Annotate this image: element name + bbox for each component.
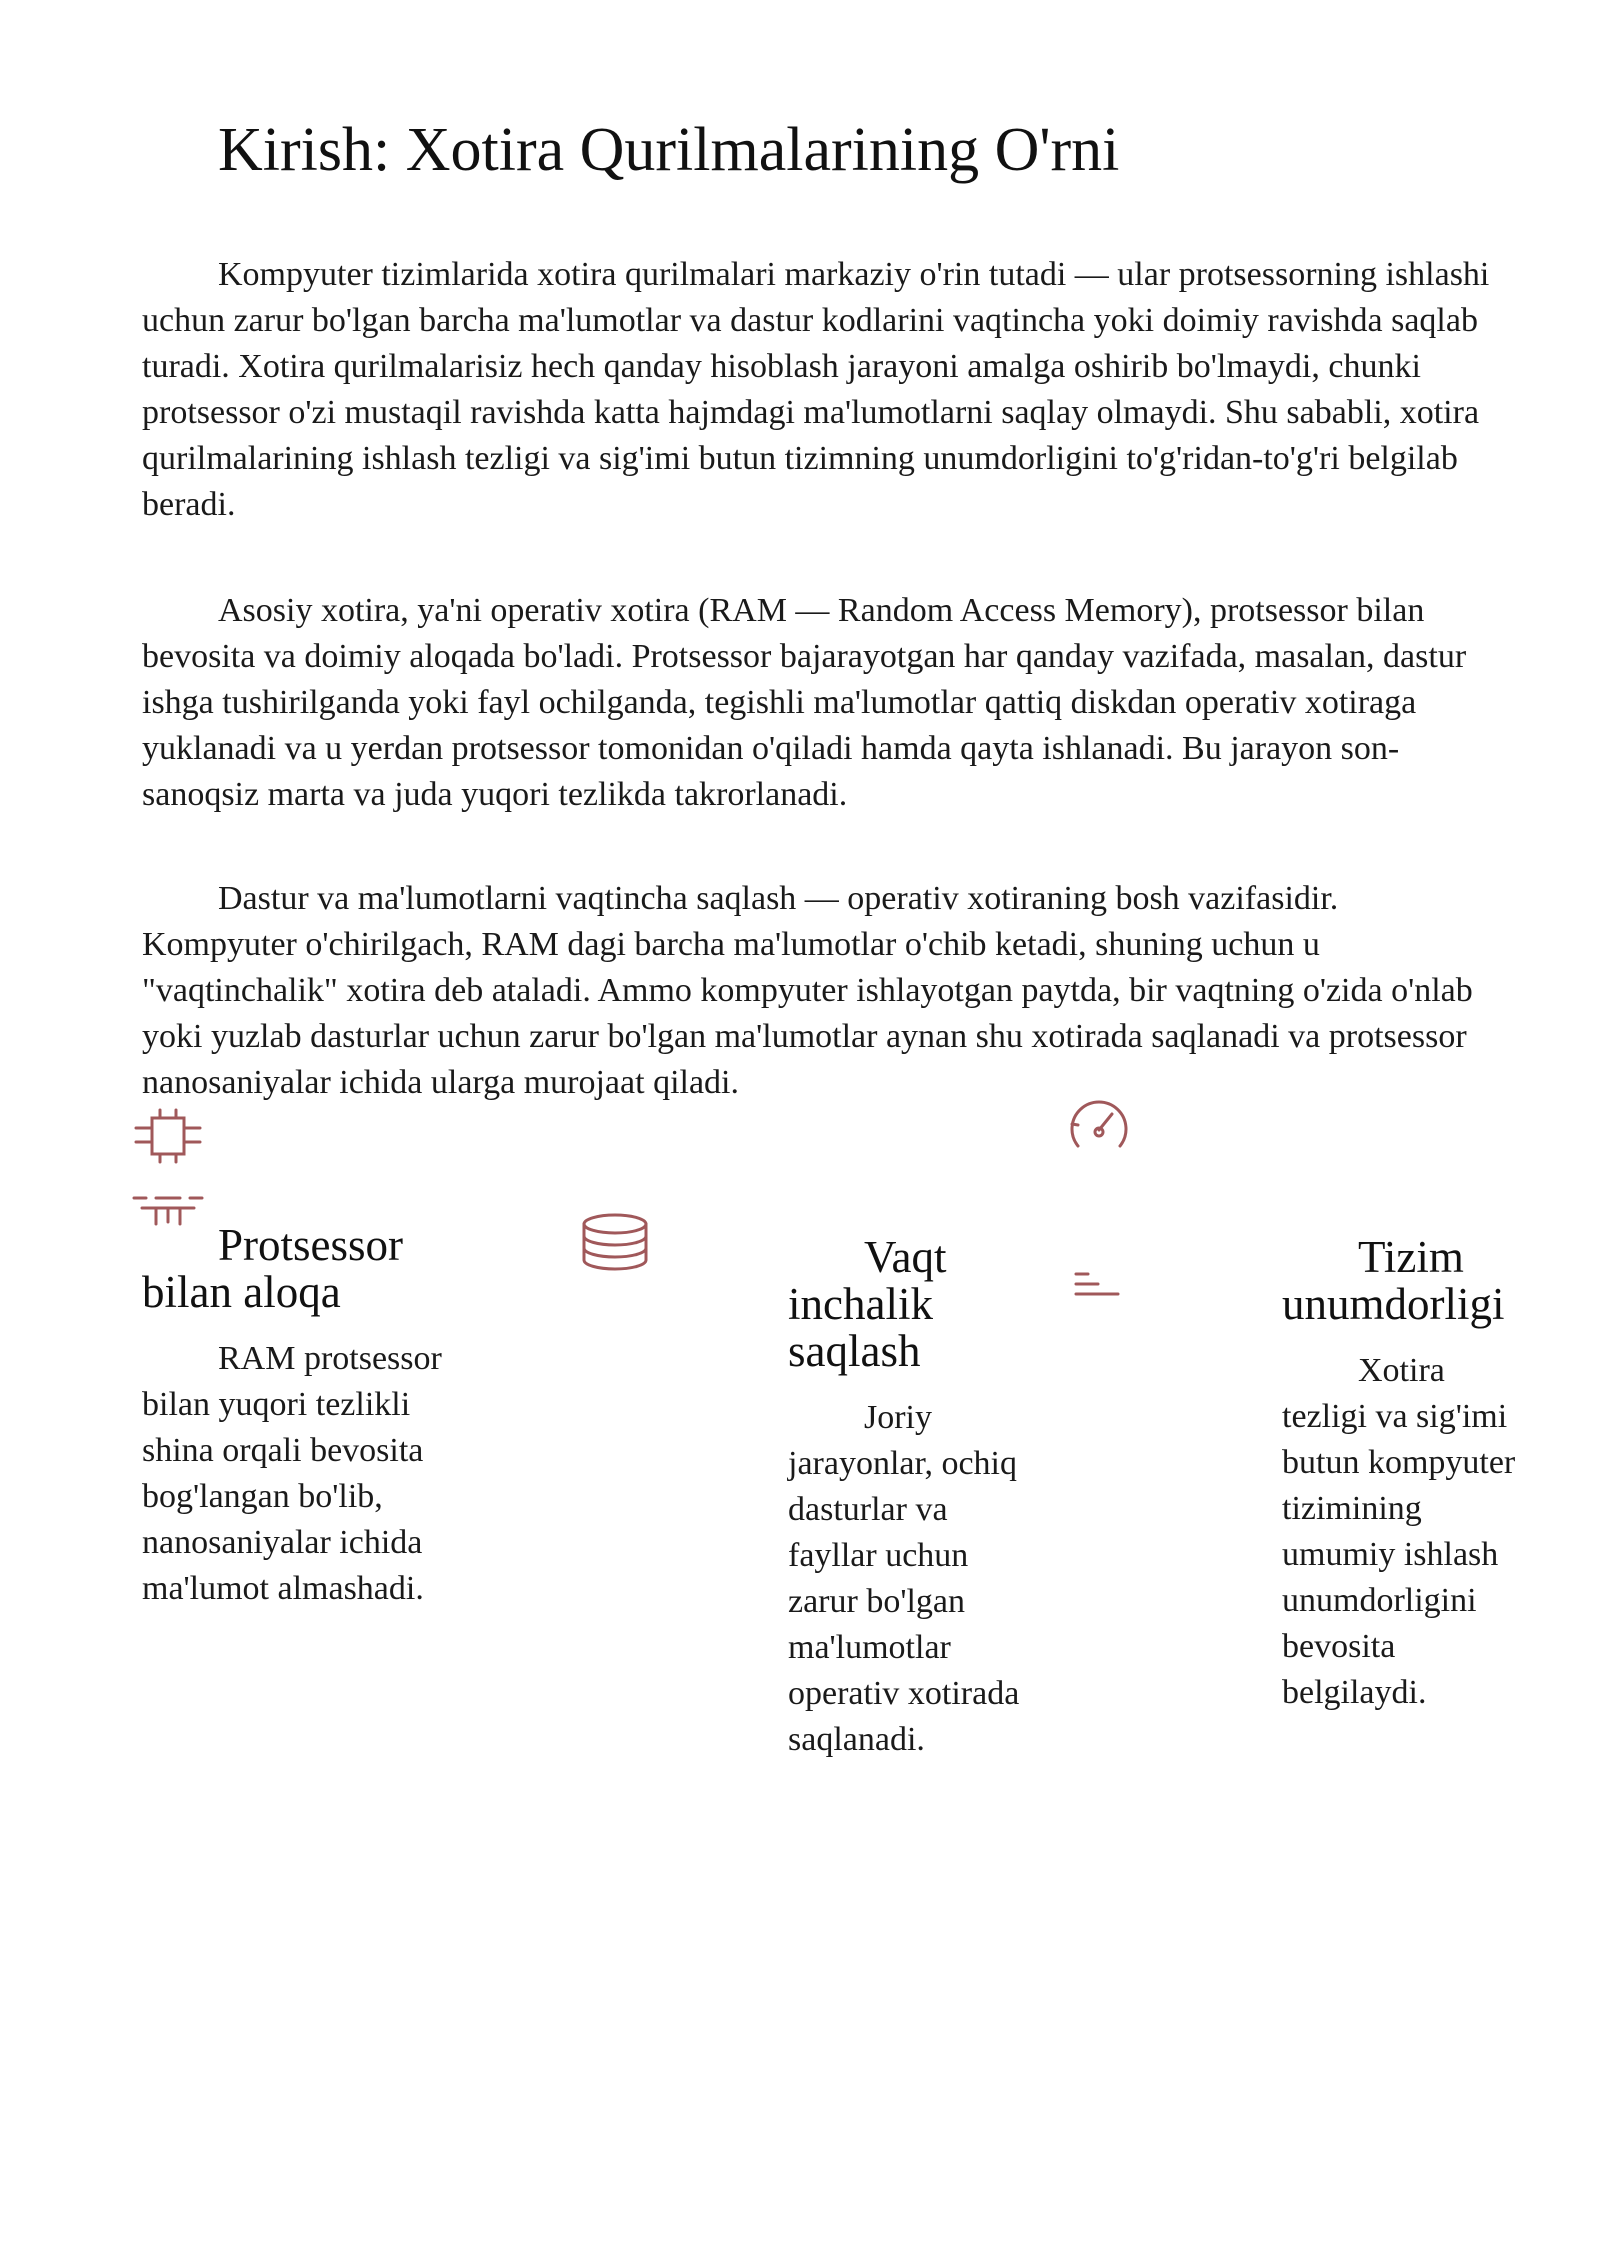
feature-processor-link [142,1222,482,1612]
lines-icon [1072,1270,1122,1300]
feature-heading: Vaqtinchalik saqlash [788,1232,947,1376]
speedometer-icon [1064,1094,1134,1156]
feature-text: Xotira tezligi va sig'imi butun kompyuter tizimining umumiy ishlash unumdorligini bevosita belgilaydi. [1282,1352,1516,1711]
intro-paragraph-1: Kompyuter tizimlarida xotira qurilmalari markaziy o'rin tutadi — ular protsessorning ishlashi uchun zarur bo'lgan barcha ma'lumotlar va dastur kodlarini vaqtincha yoki doimiy ravishda saqlab turadi. Xotira qurilmalarisiz hech qanday hisoblash jarayoni amalga oshirib bo'lmaydi, chunki protsessor o'zi mustaqil ravishda katta hajmdagi ma'lumotlarni saqlay olmaydi. Shu sababli, xotira qurilmalarining ishlash tezligi va sig'imi butun tizimning unumdorligini to'g'ridan-to'g'ri belgilab beradi. [142,256,1490,523]
feature-text: Joriy jarayonlar, ochiq dasturlar va fayllar uchun zarur bo'lgan ma'lumotlar operativ xotirada saqlanadi. [788,1399,1020,1758]
feature-text: RAM protsessor bilan yuqori tezlikli shina orqali bevosita bog'langan bo'lib, nanosaniyalar ichida ma'lumot almashadi. [142,1340,442,1607]
page-title: Kirish: Xotira Qurilmalarining O'rni [218,116,1120,184]
feature-heading: Tizim unumdorligi [1282,1232,1505,1329]
database-icon [580,1212,650,1272]
intro-paragraph-2: Asosiy xotira, ya'ni operativ xotira (RAM — Random Access Memory), protsessor bilan bevosita va doimiy aloqada bo'ladi. Protsessor bajarayotgan har qanday vazifada, masalan, dastur ishga tushirilganda yoki fayl ochilganda, tegishli ma'lumotlar qattiq diskdan operativ xotiraga yuklanadi va u yerdan protsessor tomonidan o'qiladi hamda qayta ishlanadi. Bu jarayon son-sanoqsiz marta va juda yuqori tezlikda takrorlanadi. [142,592,1467,813]
feature-system-performance [1282,1234,1537,1716]
cpu-chip-icon [130,1108,206,1164]
feature-temporary-storage [788,1234,1033,1763]
feature-heading: Protsessor bilan aloqa [142,1220,404,1317]
intro-paragraph-3: Dastur va ma'lumotlarni vaqtincha saqlash — operativ xotiraning bosh vazifasidir. Kompyuter o'chirilgach, RAM dagi barcha ma'lumotlar o'chib ketadi, shuning uchun u "vaqtinchalik" xotira deb ataladi. Ammo kompyuter ishlayotgan paytda, bir vaqtning o'zida o'nlab yoki yuzlab dasturlar uchun zarur bo'lgan ma'lumotlar aynan shu xotirada saqlanadi va protsessor nanosaniyalar ichida ularga murojaat qiladi. [142,880,1473,1101]
